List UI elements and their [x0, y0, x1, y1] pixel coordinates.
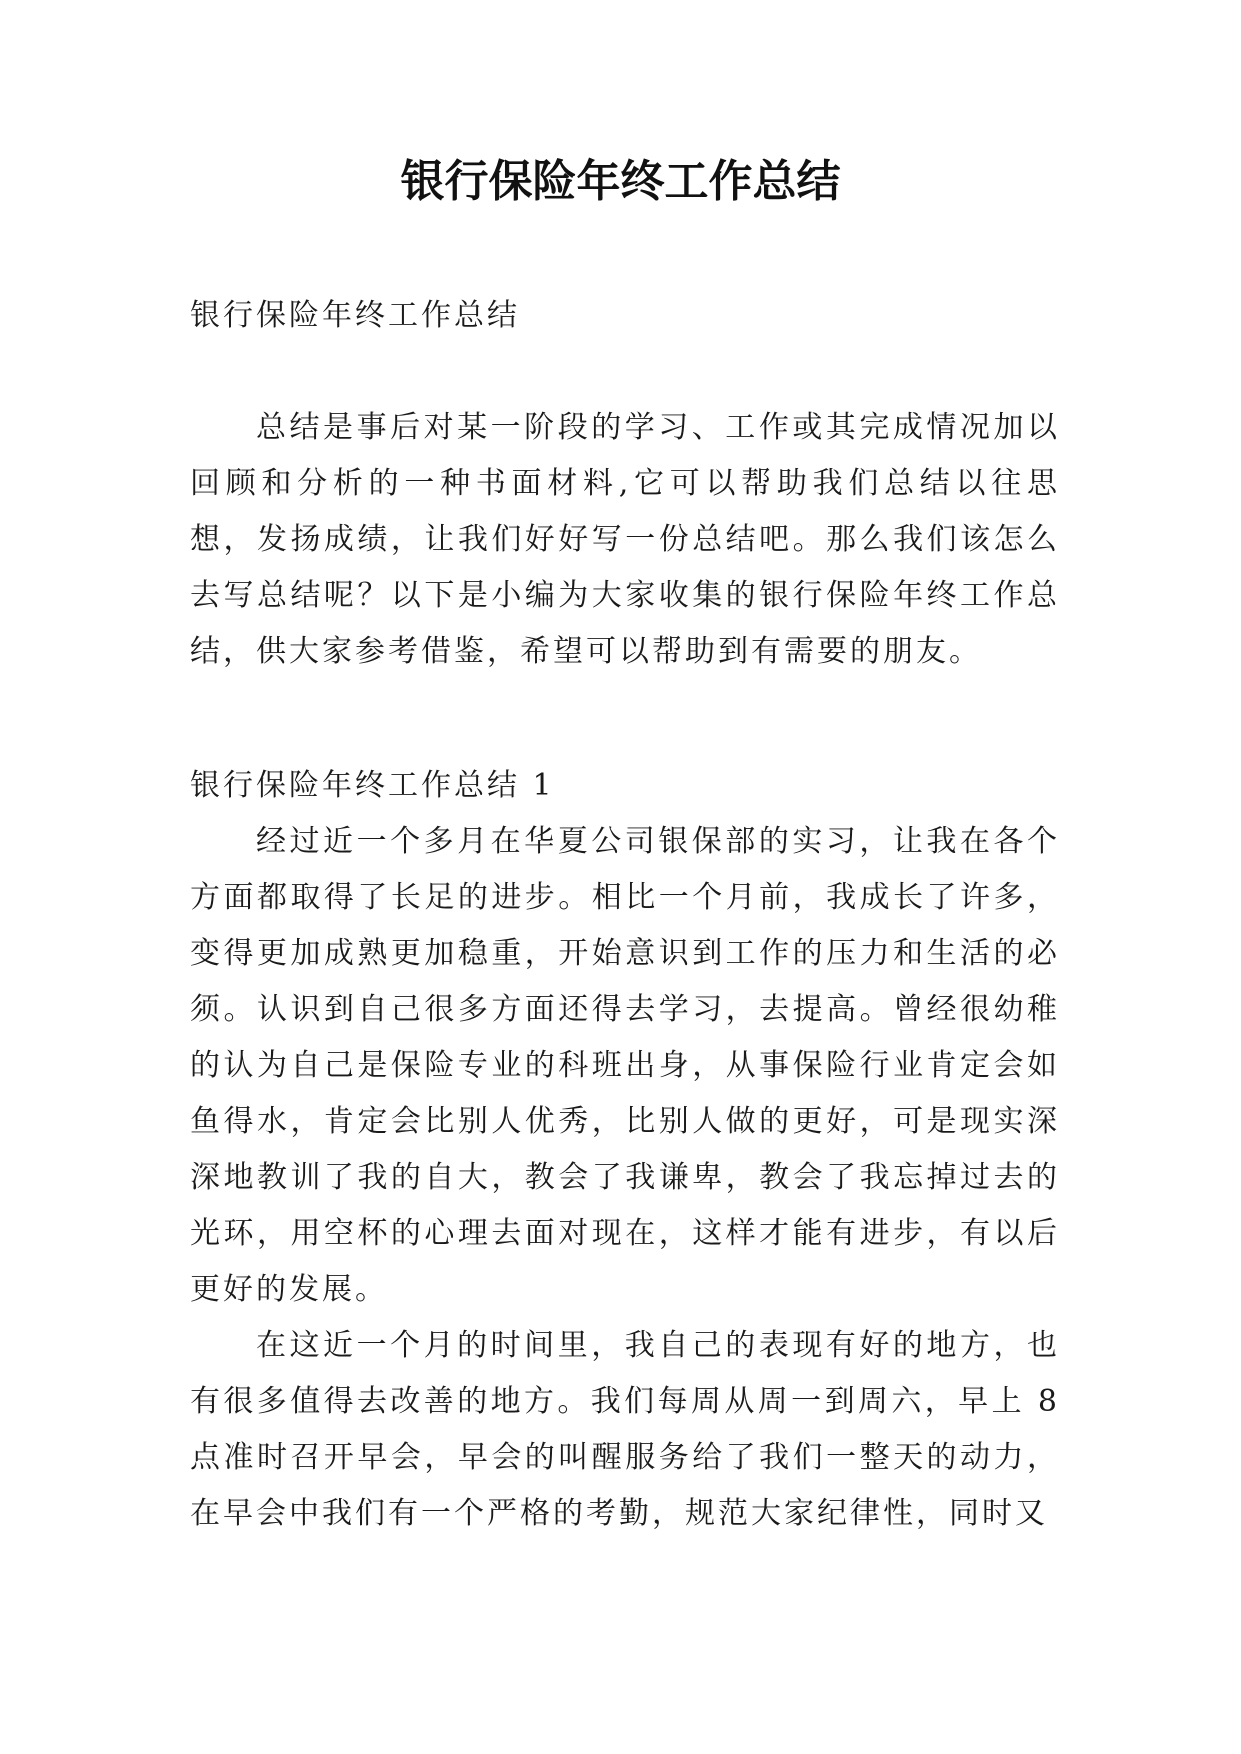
document-subtitle: 银行保险年终工作总结 [190, 298, 520, 333]
body-paragraph: 在这近一个月的时间里，我自己的表现有好的地方，也有很多值得去改善的地方。我们每周从周一到周六，早上 8点准时召开早会，早会的叫醒服务给了我们一整天的动力，在早会中我们有一个严格的考勤，规范大家纪律性，同时又 [190, 1328, 1060, 1531]
intro-paragraph: 总结是事后对某一阶段的学习、工作或其完成情况加以回顾和分析的一种书面材料,它可以帮助我们总结以往思想，发扬成绩，让我们好好写一份总结吧。那么我们该怎么去写总结呢？以下是小编为大家收集的银行保险年终工作总结，供大家参考借鉴，希望可以帮助到有需要的朋友。 [190, 410, 1060, 669]
section-heading: 银行保险年终工作总结 1 [190, 768, 555, 803]
body-paragraph: 经过近一个多月在华夏公司银保部的实习，让我在各个方面都取得了长足的进步。相比一个月前，我成长了许多，变得更加成熟更加稳重，开始意识到工作的压力和生活的必须。认识到自己很多方面还得去学习，去提高。曾经很幼稚的认为自己是保险专业的科班出身，从事保险行业肯定会如鱼得水，肯定会比别人优秀，比别人做的更好，可是现实深深地教训了我的自大，教会了我谦卑，教会了我忘掉过去的光环，用空杯的心理去面对现在，这样才能有进步，有以后更好的发展。 [190, 824, 1060, 1307]
document-title: 银行保险年终工作总结 [400, 156, 841, 207]
